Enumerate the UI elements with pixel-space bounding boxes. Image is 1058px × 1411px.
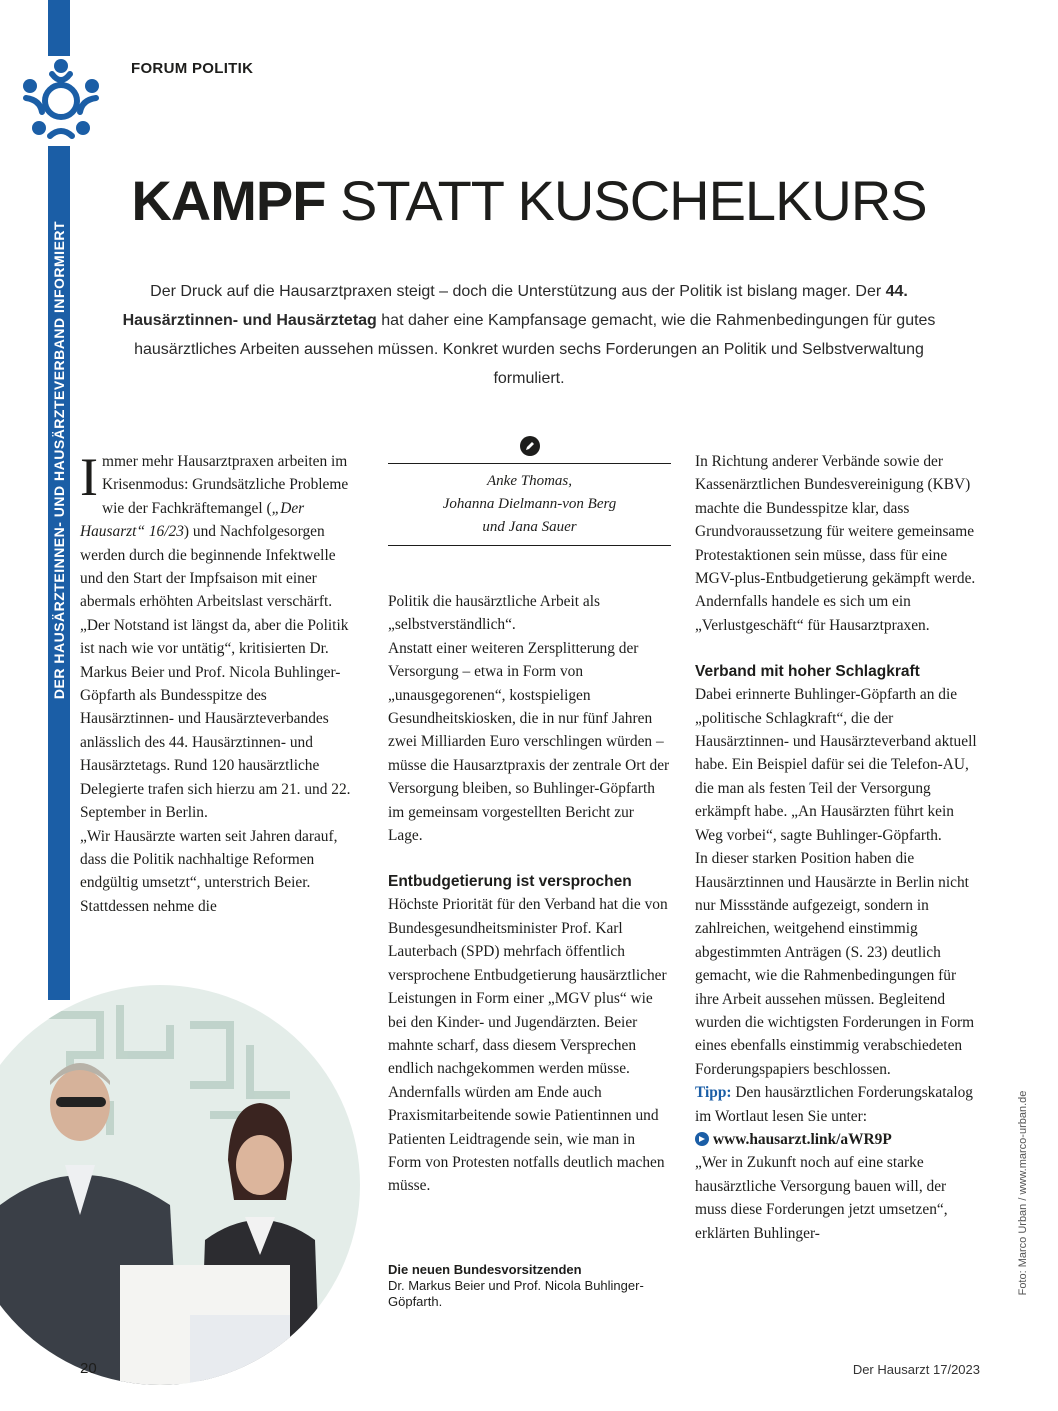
paragraph: In Richtung anderer Verbände sowie der Kassenärztlichen Bundesvereinigung (KBV) machte die Bundesspitze klar, dass Grundvoraussetzung für weitere gemeinsame Protestaktionen sein müsse, dass für eine MGV-plus-Entbudgetierung gekämpft werde. Andernfalls handele es sich um ein „Verlustgeschäft“ für Hausarztpraxen. [695, 453, 976, 634]
photo-credit: Foto: Marco Urban / www.marco-urban.de [1017, 1090, 1029, 1296]
tip-link[interactable]: www.hausarzt.link/aWR9P [695, 1128, 977, 1151]
column-1 [80, 447, 362, 918]
drop-cap: I [80, 447, 98, 507]
association-logo [14, 56, 108, 146]
column-2 [388, 590, 670, 1198]
tip-paragraph: Tipp: Den hausärztlichen Forderungskatalog im Wortlaut lesen Sie unter: [695, 1084, 973, 1125]
page-number: 20 [80, 1360, 97, 1377]
article-title [0, 168, 1058, 233]
speakers-photo [0, 985, 360, 1385]
paragraph: Immer mehr Hausarztpraxen arbeiten im Krisenmodus: Grundsätzliche Probleme wie der Fachkräftemangel („Der Hausarzt“ 16/23) und Nachfolgesorgen werden durch die beginnende Infektwelle und den Start der Impfsaison mit einer abermals erhöhten Arbeitslast verschärft. „Der Notstand ist längst da, aber die Politik ist nach wie vor untätig“, kritisierten Dr. Markus Beier und Prof. Nicola Buhlinger-Göpfarth als Bundesspitze des Hausärztinnen- und Hausärzteverbandes anlässlich des 44. Hausärztinnen- und Hausärztetags. Rund 120 hausärztliche Delegierte trafen sich hierzu am 21. und 22. September in Berlin. [80, 447, 351, 822]
paragraph: „Wer in Zukunft noch auf eine starke hausärztliche Versorgung bauen will, der muss diese Forderungen jetzt umsetzen“, erklärten Buhlinger- [695, 1154, 948, 1242]
divider [388, 545, 671, 546]
paragraph: In dieser starken Position haben die Hausärztinnen und Hausärzte in Berlin nicht nur Missstände aufgezeigt, sondern in zahlreichen, weitgehend einstimmig abgestimmten Anträgen (S. 23) deutlich gemacht, wie die Rahmenbedingungen für ihre Arbeit aussehen müssen. Begleitend wurden die wichtigsten Forderungen in Form eines ebenfalls einstimmig verabschiedeten Forderungspapiers beschlossen. [695, 850, 975, 1078]
paragraph: Höchste Priorität für den Verband hat die von Bundesgesundheitsminister Prof. Karl Lauterbach (SPD) mehrfach öffentlich versprochene Entbudgetierung hausärztlicher Leistungen in Form einer „MGV plus“ wie bei den Kinder- und Jugendärzten. Beier mahnte scharf, dass diesem Versprechen endlich nachgekommen werden müsse. Andernfalls würden am Ende auch Praxismitarbeitende sowie Patientinnen und Patienten Leidtragende sein, wie man in Form von Protesten notfalls deutlich machen müsse. [388, 896, 668, 1195]
subheading: Verband mit hoher Schlagkraft [695, 663, 920, 681]
arrow-right-icon [695, 1132, 709, 1146]
section-kicker: FORUM POLITIK [131, 60, 254, 77]
paragraph: „Wir Hausärzte warten seit Jahren darauf, dass die Politik nachhaltige Reformen endgültig umsetzt“, unterstrich Beier. Stattdessen nehme die [80, 827, 338, 915]
article-lead: Der Druck auf die Hausarztpraxen steigt – doch die Unterstützung aus der Politik ist bislang mager. Der 44. Hausärztinnen- und Hausärztetag hat daher eine Kampfansage gemacht, wie die Rahmenbedingungen für gutes hausärztliches Arbeiten aussehen müssen. Konkret wurden sechs Forderungen an Politik und Selbstverwaltung formuliert. [122, 283, 936, 387]
paragraph: Dabei erinnerte Buhlinger-Göpfarth an die „politische Schlagkraft“, die der Hausärztinnen- und Hausärzteverband aktuell habe. Ein Beispiel dafür sei die Telefon-AU, die man als festen Teil der Versorgung erkämpft habe. „An Hausärzten führt kein Weg vorbei“, sagte Buhlinger-Göpfarth. [695, 686, 977, 844]
subheading: Entbudgetierung ist versprochen [388, 873, 632, 891]
sidebar-label: DER HAUSÄRZTEINNEN- UND HAUSÄRZTEVERBAND INFORMIERT [51, 220, 67, 700]
issue-label: Der Hausarzt 17/2023 [852, 1362, 980, 1377]
author-box [388, 436, 671, 546]
paragraph: Politik die hausärztliche Arbeit als „selbstverständlich“. [388, 593, 600, 634]
photo-caption: Die neuen Bundesvorsitzenden Dr. Markus Beier und Prof. Nicola Buhlinger-Göpfarth. [388, 1262, 644, 1309]
title-bold: KAMPF [131, 169, 326, 232]
paragraph: Anstatt einer weiteren Zersplitterung der Versorgung – etwa in Form von „unausgegorenen“, kostspieligen Gesundheitskiosken, die in nur fünf Jahren zwei Milliarden Euro verschlingen würden – müsse die Hausarztpraxis der zentrale Ort der Versorgung bleiben, so Buhlinger-Göpfarth im gemeinsam vorgestellten Bericht zur Lage. [388, 639, 670, 845]
author-names: Anke Thomas, Johanna Dielmann-von Berg und Jana Sauer [442, 473, 617, 535]
title-light: STATT KUSCHELKURS [339, 169, 927, 232]
column-3 [695, 450, 977, 1245]
pen-icon [520, 436, 540, 456]
